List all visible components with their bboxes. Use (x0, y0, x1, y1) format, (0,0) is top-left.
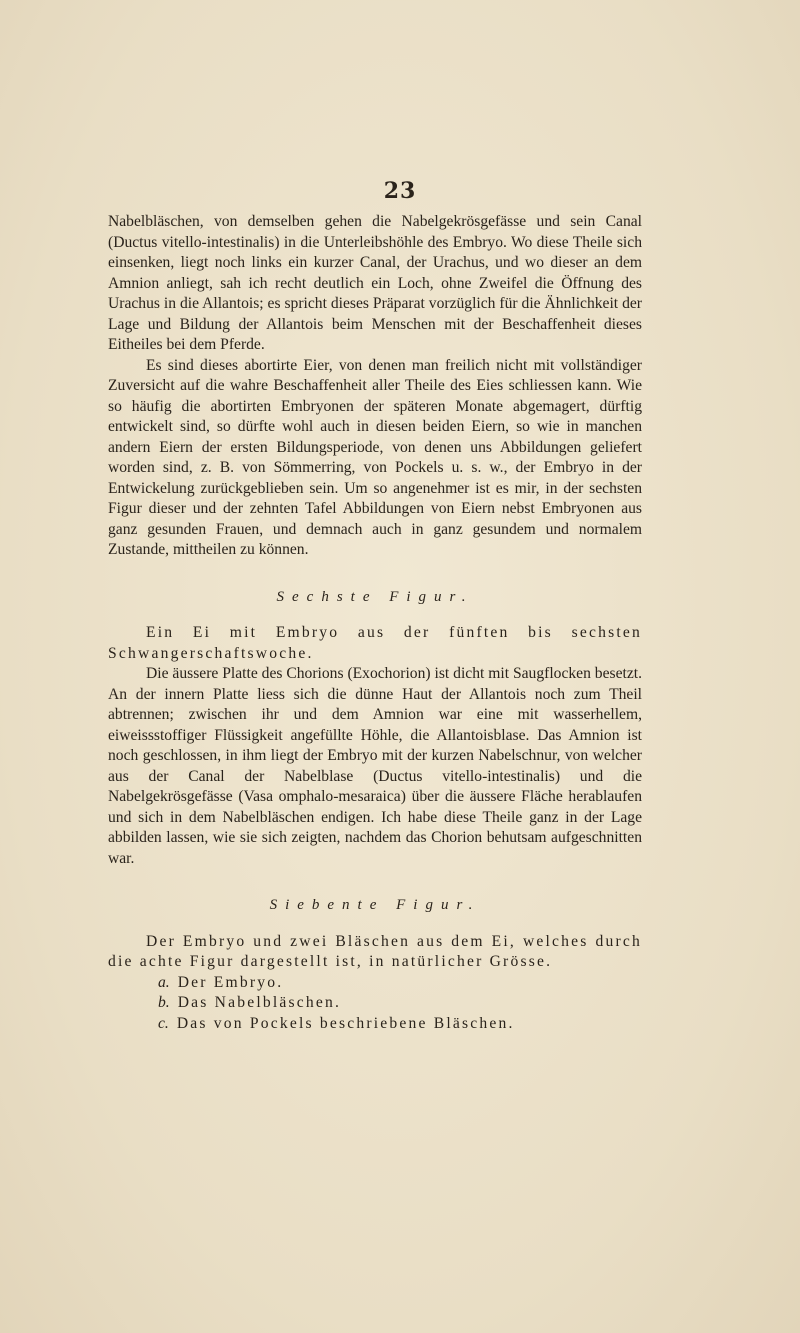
paragraph-1: Nabelbläschen, von demselben gehen die Nabelgekrösgefässe und sein Canal (Ductus vitello-intestinalis) in die Unterleibshöhle des Embryo. Wo diese Theile sich einsenken, liegt noch links ein kurzer Canal, der Urachus, und wo dieser an dem Amnion anliegt, sah ich recht deutlich ein Loch, ohne Zweifel die Öffnung des Urachus in die Allantois; es spricht dieses Präparat vorzüglich für die Ähnlichkeit der Lage und Bildung der Allantois beim Menschen mit der Beschaffenheit dieses Eitheiles bei dem Pferde. (108, 213, 642, 353)
section-heading-siebente-figur: Siebente Figur. (269, 897, 481, 913)
list-item-c (158, 1014, 642, 1035)
paragraph-2: Es sind dieses abortirte Eier, von denen man freilich nicht mit vollständiger Zuversicht auf die wahre Beschaffenheit aller Theile des Eies schliessen kann. Wie so häufig die abortirten Embryonen der späteren Monate abgemagert, dürftig entwickelt sind, so dürfte wohl auch in diesen beiden Eiern, so wie in manchen andern Eiern der ersten Bildungsperiode, von denen uns Abbildungen geliefert worden sind, z. B. von Sömmerring, von Pockels u. s. w., der Embryo in der Entwickelung zurückgeblieben sein. Um so angenehmer ist es mir, in der sechsten Figur dieser und der zehnten Tafel Abbildungen von Eiern nebst Embryonen aus ganz gesunden Frauen, und demnach auch in ganz gesundem und normalem Zustande, mittheilen zu können. (108, 356, 642, 558)
section-subtitle-siebente-figur: Der Embryo und zwei Bläschen aus dem Ei, welches durch die achte Figur dargestellt ist, in natürlicher Grösse. (108, 932, 642, 970)
list-item-text: Das von Pockels beschriebene Bläschen. (176, 1014, 515, 1032)
section-body-sechste-figur: Die äussere Platte des Chorions (Exochorion) ist dicht mit Saugflocken besetzt. An der innern Platte liess sich die dünne Haut der Allantois noch zum Theil abtrennen; zwischen ihr und dem Amnion war eine mit wasserhellem, eiweissstoffiger Flüssigkeit angefüllte Höhle, die Allantoisblase. Das Amnion ist noch geschlossen, in ihm liegt der Embryo mit der kurzen Nabelschnur, von welcher aus der Canal der Nabelblase (Ductus vitello-intestinalis) und die Nabelgekrösgefässe (Vasa omphalo-mesaraica) über die äussere Fläche herablaufen und sich in dem Nabelbläschen endigen. Ich habe diese Theile ganz in der Lage abbilden lassen, wie sie sich zeigten, nachdem das Chorion behutsam aufgeschnitten war. (108, 665, 642, 867)
list-item-letter: a. (158, 973, 170, 991)
list-item-text: Das Nabelbläschen. (177, 994, 342, 1011)
section-heading-sechste-figur: Sechste Figur. (276, 588, 474, 605)
list-item-text: Der Embryo. (177, 973, 284, 991)
list-item-letter: b. (158, 994, 170, 1011)
list-item-letter: c. (158, 1014, 169, 1032)
list-item-a (158, 973, 642, 994)
page-text (108, 212, 642, 1034)
section-subtitle-sechste-figur: Ein Ei mit Embryo aus der fünften bis sechsten Schwangerschaftswoche. (108, 624, 642, 662)
list-item-b (158, 993, 642, 1014)
page-number: 23 (383, 178, 417, 204)
